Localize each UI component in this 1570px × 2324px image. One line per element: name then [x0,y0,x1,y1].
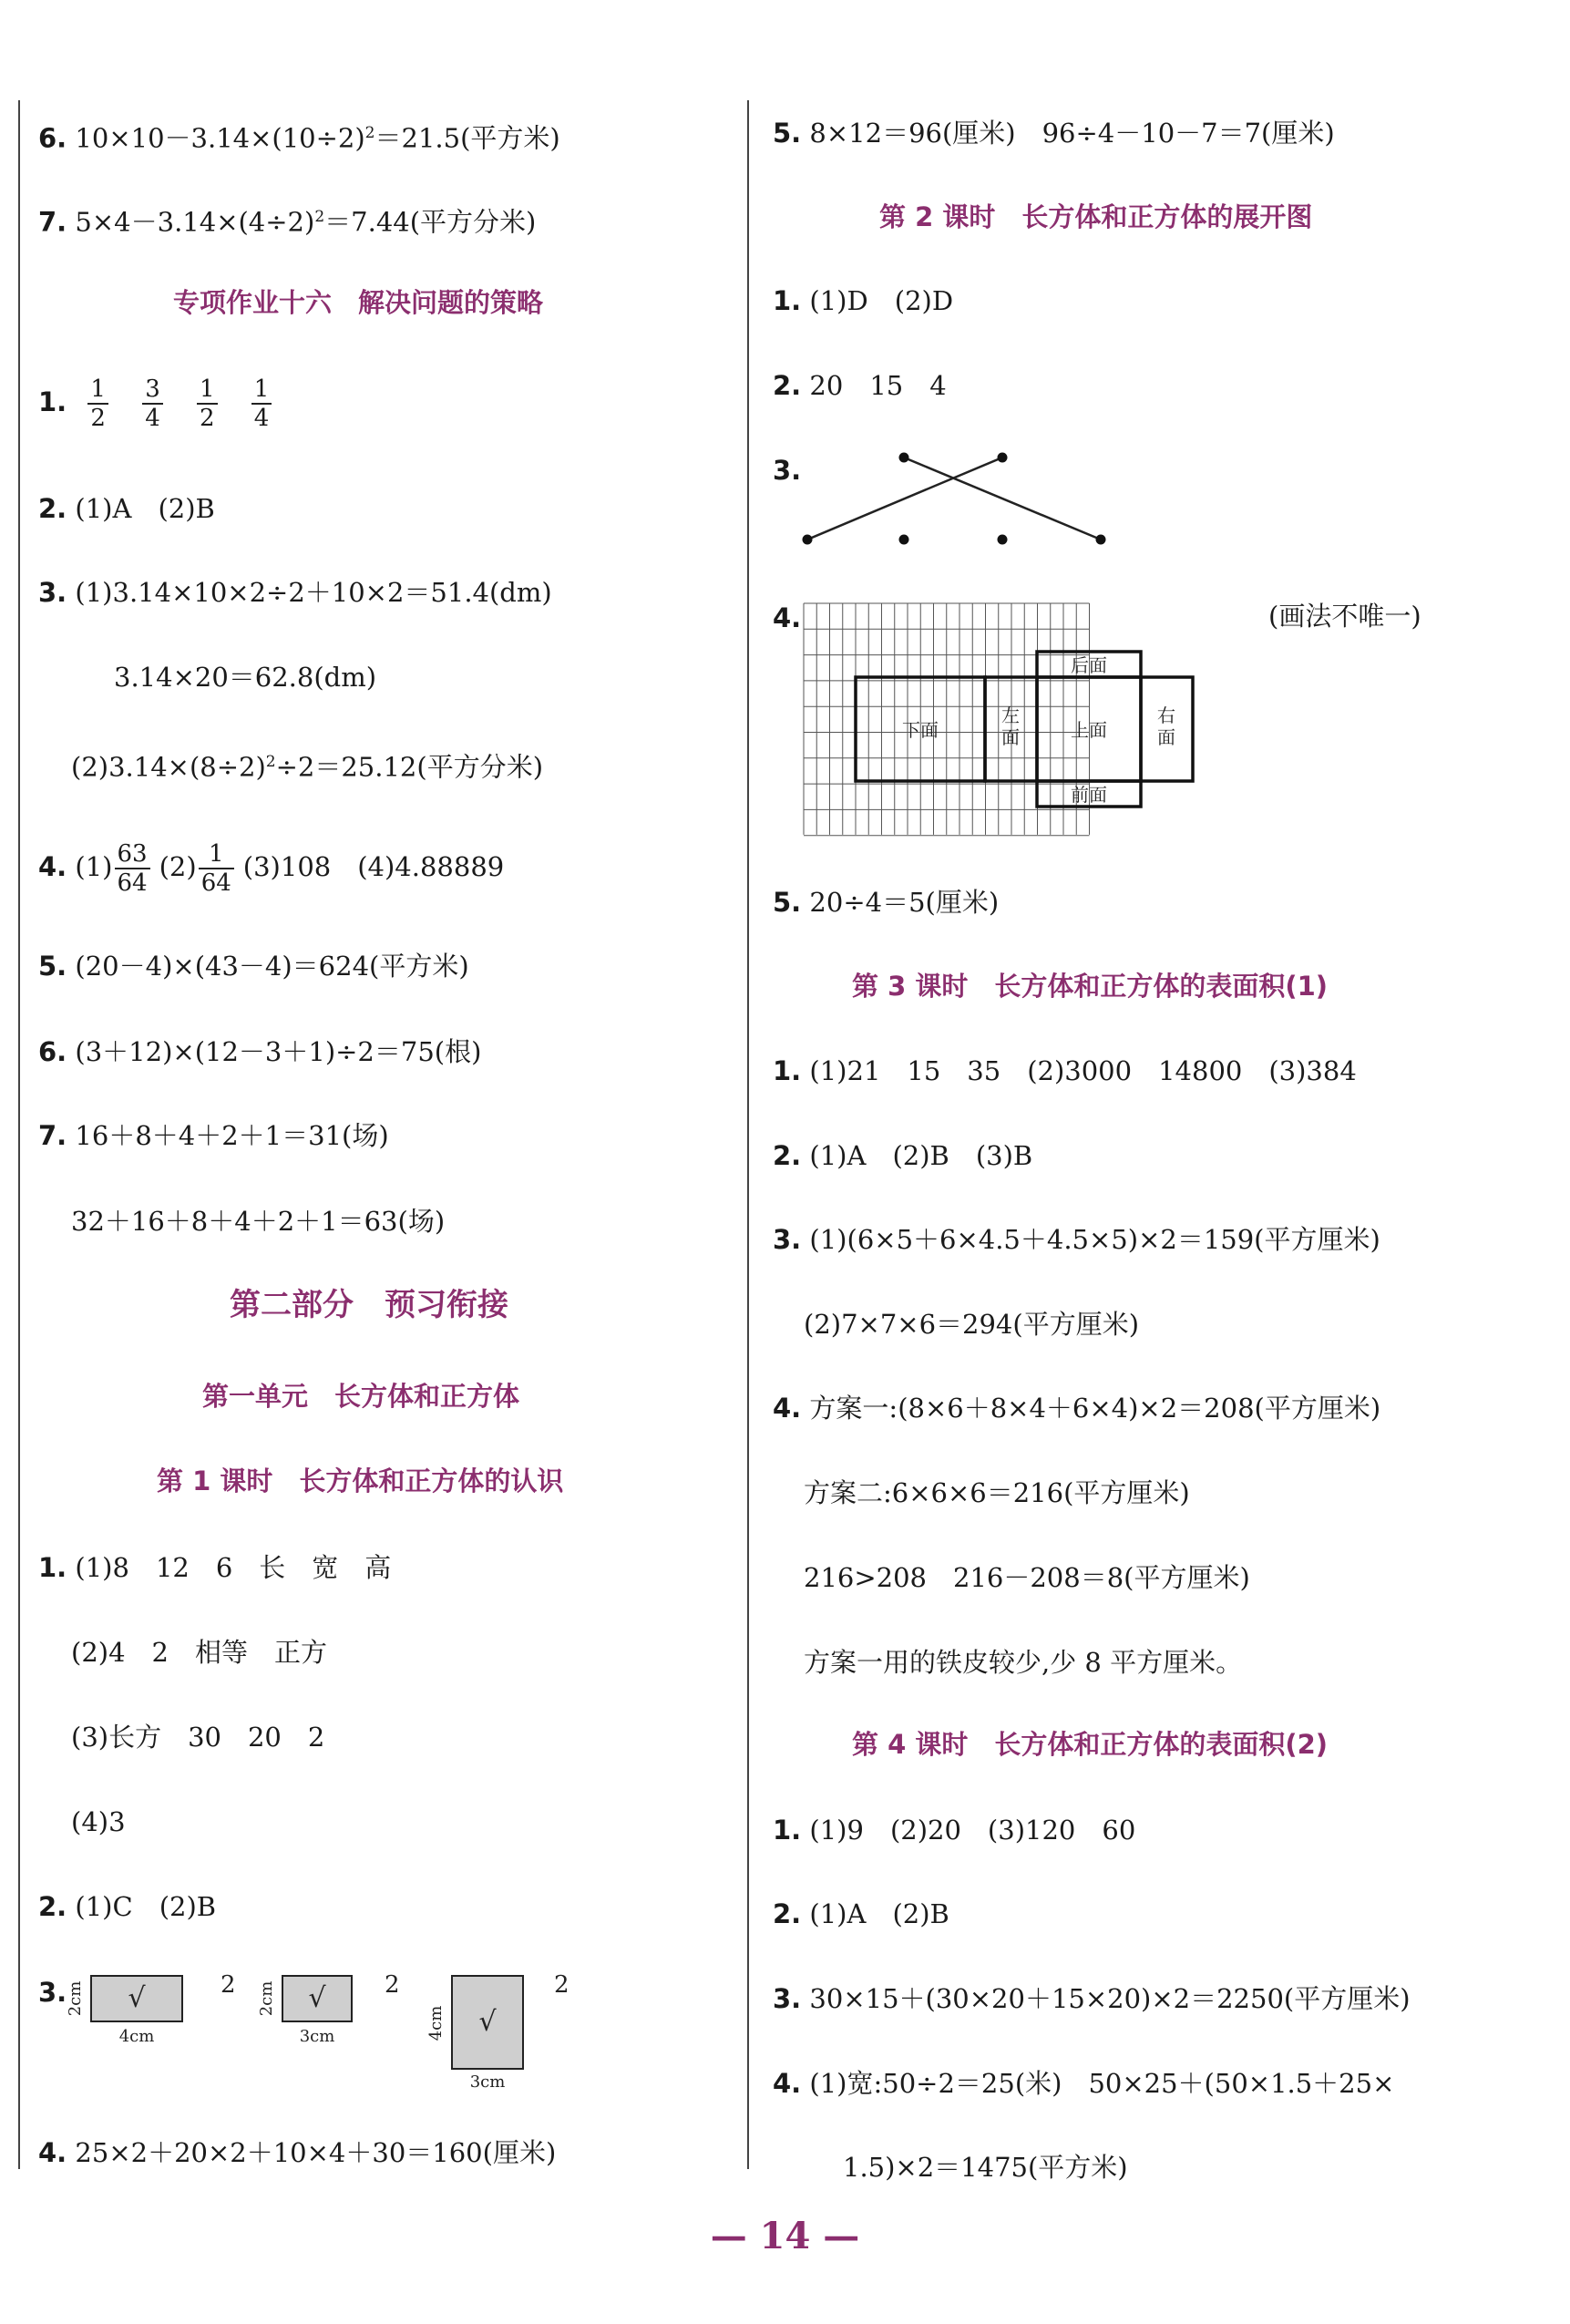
figure-value: 2 [385,1971,400,1999]
fraction: $\frac{1}{2}$ [197,375,218,432]
label-top: 上面 [1071,719,1107,741]
figure-3 [426,1971,570,2092]
lesson1-answer-2: 2. (1)C (2)B [38,1891,217,1922]
dot [803,535,813,545]
match-line [904,458,1101,540]
strategy-answer-3-line3: $(2)3.14\times(8\div 2)^2\div 2=25.12$(平方分米) [71,751,544,783]
label-right-char-1: 右 [1157,704,1175,726]
lesson4-answer-1: 1. (1)9 (2)20 (3)120 60 [773,1815,1136,1846]
dot [899,535,909,545]
side-label: 2cm [257,1980,276,2017]
part-two-heading: 第二部分 预习衔接 [230,1287,508,1323]
strategy-answer-3-line2: 3.14×20＝62.8(dm) [114,662,377,693]
strategy-answer-1: 1. $\frac{1}{2}$ $\frac{3}{4}$ $\frac{1}{2}$ $\frac{1}{4}$ [38,375,284,432]
match-line [807,458,1002,540]
label-back: 后面 [1071,654,1107,676]
label-left-char-1: 左 [1001,704,1020,726]
lesson3-answer-2: 2. (1)A (2)B (3)B [773,1140,1033,1171]
label-right [1157,704,1175,748]
lesson4-answer-3: 3. 30×15＋(30×20＋15×20)×2＝2250(平方厘米) [773,1983,1411,2014]
lesson3-answer-4-line2: 方案二:6×6×6＝216(平方厘米) [804,1477,1190,1508]
strategy-answer-3: 3. (1)3.14×10×2÷2＋10×2＝51.4(dm) [38,577,552,608]
unit-one-heading: 第一单元 长方体和正方体 [202,1381,520,1412]
figure-value: 2 [221,1971,236,1999]
lesson3-answer-4-line3: 216>208 216－208＝8(平方厘米) [804,1562,1250,1593]
lesson3-answer-4: 4. 方案一:(8×6＋8×4＋6×4)×2＝208(平方厘米) [773,1393,1381,1424]
check-mark: √ [478,2006,497,2038]
lesson2-answer-4-note: (画法不唯一) [1268,601,1421,632]
label-bottom: 下面 [902,719,939,741]
lesson1-answer-1-line4: (4)3 [71,1806,126,1837]
lesson1-answer-1: 1. (1)8 12 6 长 宽 高 [38,1552,392,1583]
label-right-char-2: 面 [1157,726,1175,748]
bottom-label: 3cm [469,2072,506,2092]
left-answer-6: 6. $10\times 10-3.14\times(10\div 2)^2=21.5$(平方米) [38,122,560,154]
lesson1-answer-1-line3: (3)长方 30 20 2 [71,1722,325,1753]
figure-value: 2 [554,1971,570,1999]
section-heading-strategy: 专项作业十六 解决问题的策略 [173,287,544,318]
lesson3-answer-3-line2: (2)7×7×6＝294(平方厘米) [804,1309,1140,1340]
lesson3-answer-4-line4: 方案一用的铁皮较少,少 8 平方厘米。 [804,1647,1243,1678]
label-front: 前面 [1071,784,1107,806]
strategy-answer-6: 6. (3＋12)×(12－3＋1)÷2＝75(根) [38,1036,482,1067]
fraction: $\frac{1}{4}$ [251,375,272,432]
lesson1-answer-3-number: 3. [38,1977,67,2008]
lesson-4-heading: 第 4 课时 长方体和正方体的表面积(2) [852,1729,1329,1760]
right-answer-5: 5. 8×12＝96(厘米) 96÷4－10－7＝7(厘米) [773,118,1335,149]
strategy-answer-2: 2. (1)A (2)B [38,493,215,524]
lesson2-answer-4-number: 4. [773,602,802,633]
lesson4-answer-4: 4. (1)宽:50÷2＝25(米) 50×25＋(50×1.5＋25× [773,2068,1395,2099]
page-number: — 14 — [710,2215,860,2257]
check-mark: √ [308,1982,326,2014]
strategy-answer-5: 5. (20－4)×(43－4)＝624(平方米) [38,951,469,982]
figure-1 [66,1971,236,2046]
fraction: $\frac{1}{64}$ [199,840,234,897]
bottom-label: 3cm [299,2027,335,2046]
column-divider [747,100,749,2169]
left-margin-line [18,100,20,2169]
lesson1-answer-4: 4. 25×2＋20×2＋10×4＋30＝160(厘米) [38,2137,557,2168]
lesson2-answer-1: 1. (1)D (2)D [773,285,954,316]
strategy-answer-4: 4. (1) $\frac{63}{64}$ (2) $\frac{1}{64}$ (3)108 (4)4.88889 [38,840,505,897]
lesson2-answer-5: 5. 20÷4＝5(厘米) [773,887,1000,918]
strategy-answer-7-line2: 32＋16＋8＋4＋2＋1＝63(场) [71,1206,446,1237]
dot [899,453,909,463]
lesson4-answer-2: 2. (1)A (2)B [773,1898,949,1929]
lesson2-answer-2: 2. 20 15 4 [773,370,947,401]
lesson2-answer-3-number: 3. [773,455,802,486]
lesson4-answer-4-line2: 1.5)×2＝1475(平方米) [843,2152,1128,2183]
lesson1-answer-1-line2: (2)4 2 相等 正方 [71,1637,327,1668]
side-label: 4cm [426,2005,446,2041]
strategy-answer-7: 7. 16＋8＋4＋2＋1＝31(场) [38,1120,389,1151]
check-mark: √ [128,1982,146,2014]
bottom-label: 4cm [118,2027,155,2046]
lesson-1-heading: 第 1 课时 长方体和正方体的认识 [157,1465,564,1496]
label-left [1001,704,1020,748]
dot [998,535,1008,545]
dot [1096,535,1106,545]
matching-lines-diagram [793,447,1121,551]
left-answer-7: 7. $5\times 4-3.14\times(4\div 2)^2=7.44$(平方分米) [38,206,537,238]
lesson-2-heading: 第 2 课时 长方体和正方体的展开图 [879,201,1313,232]
fraction: $\frac{1}{2}$ [87,375,108,432]
rectangle-figures [55,1958,601,2094]
figure-2 [257,1971,400,2046]
fraction: $\frac{3}{4}$ [142,375,163,432]
dot [998,453,1008,463]
label-left-char-2: 面 [1001,726,1020,748]
side-label: 2cm [66,1980,85,2017]
lesson3-answer-1: 1. (1)21 15 35 (2)3000 14800 (3)384 [773,1055,1357,1086]
fraction: $\frac{63}{64}$ [115,840,150,897]
lesson3-answer-3: 3. (1)(6×5＋6×4.5＋4.5×5)×2＝159(平方厘米) [773,1224,1380,1255]
lesson-3-heading: 第 3 课时 长方体和正方体的表面积(1) [852,971,1329,1002]
cuboid-net-grid [802,602,1276,838]
